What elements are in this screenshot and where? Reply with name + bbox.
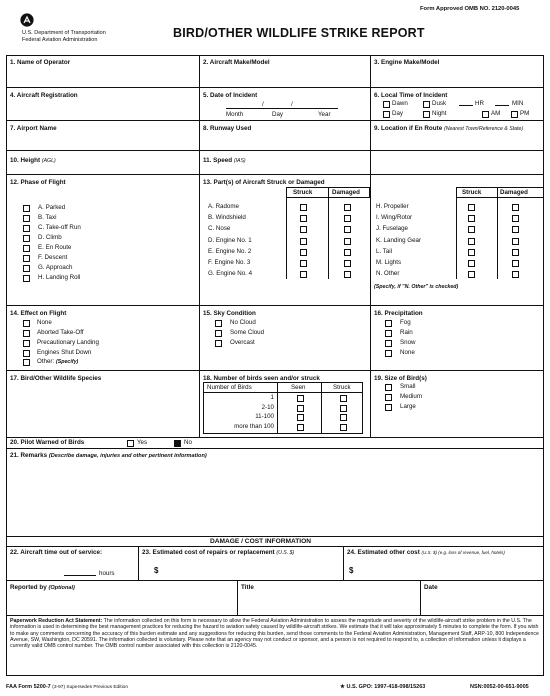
part-damaged-checkbox[interactable] xyxy=(344,204,351,211)
size-checkbox[interactable] xyxy=(385,384,392,391)
phase-option-label: D. Climb xyxy=(38,234,62,241)
effect-option-label: Aborted Take-Off xyxy=(37,329,84,336)
damaged-header: Damaged xyxy=(332,189,360,196)
sky-option-label: Overcast xyxy=(230,339,255,346)
precip-option-label: Snow xyxy=(400,339,416,346)
reported-by-input[interactable] xyxy=(10,594,234,612)
field-17-species-label: 17. Bird/Other Wildlife Species xyxy=(10,375,102,382)
warned-yes-checkbox[interactable] xyxy=(127,440,134,447)
part-label: H. Propeller xyxy=(376,203,409,210)
effect-other-label: Other: (Specify) xyxy=(37,358,79,365)
field-22-outofservice-label: 22. Aircraft time out of service: xyxy=(10,549,103,556)
title-label: Title xyxy=(241,584,254,591)
warned-no-checkbox[interactable] xyxy=(174,440,181,447)
part-struck-checkbox[interactable] xyxy=(468,226,475,233)
phase-checkbox[interactable] xyxy=(23,255,30,262)
part-damaged-checkbox[interactable] xyxy=(512,226,519,233)
seen-checkbox[interactable] xyxy=(297,395,304,402)
registration-input[interactable] xyxy=(10,101,196,118)
am-checkbox[interactable] xyxy=(482,111,489,118)
field-21-remarks-label: 21. Remarks (Describe damage, injuries and other pertinent information) xyxy=(10,452,207,459)
omb-number: Form Approved OMB NO. 2120-0045 xyxy=(420,6,520,12)
part-label: G. Engine No. 4 xyxy=(208,270,253,278)
sky-option-label: Some Cloud xyxy=(230,329,265,336)
field-7-airport-label: 7. Airport Name xyxy=(10,125,57,132)
sky-option-label: No Cloud xyxy=(230,319,256,326)
agency-subname: Federal Aviation Administration xyxy=(22,37,98,43)
field-18-birds-label: 18. Number of birds seen and/or struck xyxy=(203,375,320,382)
form-number: FAA Form 5200-7 (3-97) Supersedes Previous Edition xyxy=(6,684,128,690)
field-9-location-label: 9. Location if En Route (Nearest Town/Reference & State) xyxy=(374,125,524,132)
part-damaged-checkbox[interactable] xyxy=(344,215,351,222)
field-1-operator-label: 1. Name of Operator xyxy=(10,59,71,66)
seen-col-header: Seen xyxy=(291,384,306,391)
part-damaged-checkbox[interactable] xyxy=(344,226,351,233)
dawn-checkbox[interactable] xyxy=(383,101,390,108)
pm-label: PM xyxy=(520,110,530,117)
effect-option-label: None xyxy=(37,319,52,326)
phase-option-label: E. En Route xyxy=(38,244,72,251)
other-specify-note: (Specify, if "N. Other" is checked) xyxy=(374,284,459,290)
hours-label: hours xyxy=(99,570,115,577)
size-checkbox[interactable] xyxy=(385,404,392,411)
nsn-number: NSN:0052-00-651-9005 xyxy=(470,684,529,690)
part-damaged-checkbox[interactable] xyxy=(512,238,519,245)
gpo-number: ★ U.S. GPO: 1997-418-098/15263 xyxy=(340,684,426,690)
aircraft-make-input[interactable] xyxy=(203,68,367,85)
part-label: J. Fuselage xyxy=(376,225,408,233)
field-14-effect-label: 14. Effect on Flight xyxy=(10,310,67,317)
part-struck-checkbox[interactable] xyxy=(300,271,307,278)
effect-other-checkbox[interactable] xyxy=(23,359,30,366)
part-label: F. Engine No. 3 xyxy=(208,259,251,266)
bird-count-option: 2-10 xyxy=(261,403,274,411)
field-8-runway-label: 8. Runway Used xyxy=(203,125,252,132)
report-date-input[interactable] xyxy=(424,594,540,612)
runway-input[interactable] xyxy=(203,134,367,148)
dusk-label: Dusk xyxy=(432,100,447,107)
field-6-time-label: 6. Local Time of Incident xyxy=(374,92,448,99)
struck-checkbox[interactable] xyxy=(340,405,347,412)
seen-checkbox[interactable] xyxy=(297,424,304,431)
title-input[interactable] xyxy=(241,594,417,612)
phase-checkbox[interactable] xyxy=(23,215,30,222)
part-struck-checkbox[interactable] xyxy=(468,238,475,245)
dot-logo-icon xyxy=(20,13,34,27)
phase-option-label: H. Landing Roll xyxy=(38,274,81,281)
repair-cost-input[interactable] xyxy=(162,563,338,577)
paperwork-statement: Paperwork Reduction Act Statement: The information collected on this form is necessary to allow the Federal Aviation Administration to assess the magnitude and severity of the wildlife-aircraft strike problem in the U.S. The information is used in determining the best management practices for reducing the hazard to aviation safety caused by wildlife-aircraft strikes. We estimate that it will take approximately 5 minutes to complete the form. If you wish to make any comments concerning the accuracy of this burden estimate and any suggestions for reducing this burden, send those comments to the Federal Aviation Administration, Management Staff, ARP-10, 800 Independence Avenue, SW, Washington, DC 20591. The information collected is voluntary. Please note that an agency may not conduct or sponsor, and a person is not required to respond to, a collection of information unless it displays a currently valid OMB control number. The OMB control number associated with this collection is 2120-0045. xyxy=(10,618,539,650)
bird-count-option: 1 xyxy=(270,394,274,401)
sky-checkbox[interactable] xyxy=(215,320,222,327)
precip-checkbox[interactable] xyxy=(385,350,392,357)
phase-option-label: G. Approach xyxy=(38,264,73,271)
pm-checkbox[interactable] xyxy=(511,111,518,118)
effect-checkbox[interactable] xyxy=(23,330,30,337)
part-struck-checkbox[interactable] xyxy=(468,271,475,278)
part-struck-checkbox[interactable] xyxy=(468,260,475,267)
airport-input[interactable] xyxy=(10,134,196,148)
struck-checkbox[interactable] xyxy=(340,424,347,431)
part-damaged-checkbox[interactable] xyxy=(512,204,519,211)
part-damaged-checkbox[interactable] xyxy=(344,249,351,256)
effect-option-label: Engines Shut Down xyxy=(37,349,92,356)
day-label: Day xyxy=(392,110,404,117)
precip-option-label: Rain xyxy=(400,329,413,336)
damage-section-title: DAMAGE / COST INFORMATION xyxy=(210,538,311,545)
size-option-label: Large xyxy=(400,403,416,410)
precip-option-label: Fog xyxy=(400,319,411,326)
part-struck-checkbox[interactable] xyxy=(300,215,307,222)
part-struck-checkbox[interactable] xyxy=(300,260,307,267)
seen-checkbox[interactable] xyxy=(297,414,304,421)
struck-header: Struck xyxy=(293,189,313,196)
date-separator: / xyxy=(262,101,264,108)
part-label: N. Other xyxy=(376,270,400,278)
species-input[interactable] xyxy=(10,385,196,433)
part-label: K. Landing Gear xyxy=(376,236,422,244)
part-struck-checkbox[interactable] xyxy=(468,204,475,211)
field-19-size-label: 19. Size of Bird(s) xyxy=(374,375,427,382)
field-24-other-cost-label: 24. Estimated other cost (U.S. $) (e.g. loss of revenue, fuel, hotels) xyxy=(347,549,505,556)
part-damaged-checkbox[interactable] xyxy=(512,215,519,222)
minute-label: MIN xyxy=(512,100,524,107)
speed-input[interactable] xyxy=(260,153,540,171)
part-damaged-checkbox[interactable] xyxy=(512,249,519,256)
effect-checkbox[interactable] xyxy=(23,350,30,357)
day-checkbox[interactable] xyxy=(383,111,390,118)
field-10-height-label: 10. Height (AGL) xyxy=(10,157,56,164)
size-option-label: Medium xyxy=(400,393,423,400)
other-cost-input[interactable] xyxy=(357,563,540,577)
date-day-label: Day xyxy=(272,111,284,118)
part-struck-checkbox[interactable] xyxy=(300,249,307,256)
phase-checkbox[interactable] xyxy=(23,245,30,252)
field-2-aircraft-label: 2. Aircraft Make/Model xyxy=(203,59,270,66)
effect-checkbox[interactable] xyxy=(23,320,30,327)
part-struck-checkbox[interactable] xyxy=(468,215,475,222)
struck-header: Struck xyxy=(462,189,482,196)
am-label: AM xyxy=(491,110,501,117)
field-20-warned-label: 20. Pilot Warned of Birds xyxy=(10,439,85,446)
sky-checkbox[interactable] xyxy=(215,330,222,337)
precip-checkbox[interactable] xyxy=(385,340,392,347)
remarks-textarea[interactable] xyxy=(10,462,540,532)
seen-checkbox[interactable] xyxy=(297,405,304,412)
part-damaged-checkbox[interactable] xyxy=(512,271,519,278)
part-label: M. Lights xyxy=(376,259,402,266)
part-damaged-checkbox[interactable] xyxy=(344,238,351,245)
field-4-registration-label: 4. Aircraft Registration xyxy=(10,92,78,99)
part-struck-checkbox[interactable] xyxy=(468,249,475,256)
field-5-date-label: 5. Date of Incident xyxy=(203,92,258,99)
part-struck-checkbox[interactable] xyxy=(300,238,307,245)
hour-label: HR xyxy=(475,100,484,107)
size-checkbox[interactable] xyxy=(385,394,392,401)
field-3-engine-label: 3. Engine Make/Model xyxy=(374,59,440,66)
date-month-label: Month xyxy=(226,111,244,118)
part-struck-checkbox[interactable] xyxy=(300,226,307,233)
part-struck-checkbox[interactable] xyxy=(300,204,307,211)
phase-checkbox[interactable] xyxy=(23,235,30,242)
part-label: L. Tail xyxy=(376,247,393,255)
night-checkbox[interactable] xyxy=(423,111,430,118)
struck-checkbox[interactable] xyxy=(340,395,347,402)
bird-count-option: 11-100 xyxy=(255,413,274,421)
struck-checkbox[interactable] xyxy=(340,414,347,421)
other-dollar-sign: $ xyxy=(349,566,354,575)
night-label: Night xyxy=(432,110,447,117)
part-label: I. Wing/Rotor xyxy=(376,214,413,222)
field-13-parts-label: 13. Part(s) of Aircraft Struck or Damaged xyxy=(203,179,325,186)
hours-input[interactable] xyxy=(64,565,96,575)
precip-checkbox[interactable] xyxy=(385,320,392,327)
form-frame xyxy=(6,55,544,676)
agency-name: U.S. Department of Transportation xyxy=(22,30,106,36)
phase-checkbox[interactable] xyxy=(23,275,30,282)
field-11-speed-label: 11. Speed (IAS) xyxy=(203,157,246,164)
date-year-label: Year xyxy=(318,111,331,118)
part-label: B. Windshield xyxy=(208,214,246,222)
bird-count-col-header: Number of Birds xyxy=(207,384,252,391)
part-label: D. Engine No. 1 xyxy=(208,236,252,244)
part-label: C. Nose xyxy=(208,225,231,233)
field-23-repair-cost-label: 23. Estimated cost of repairs or replacement (U.S. $) xyxy=(142,549,295,556)
phase-checkbox[interactable] xyxy=(23,265,30,272)
damaged-header: Damaged xyxy=(500,189,528,196)
phase-checkbox[interactable] xyxy=(23,225,30,232)
warned-no-label: No xyxy=(184,439,192,446)
field-12-phase-label: 12. Phase of Flight xyxy=(10,179,66,186)
dusk-checkbox[interactable] xyxy=(423,101,430,108)
phase-option-label: F. Descent xyxy=(38,254,68,261)
form-title: BIRD/OTHER WILDLIFE STRIKE REPORT xyxy=(173,26,425,40)
field-15-sky-label: 15. Sky Condition xyxy=(203,310,256,317)
sky-checkbox[interactable] xyxy=(215,340,222,347)
part-damaged-checkbox[interactable] xyxy=(344,271,351,278)
date-separator: / xyxy=(291,101,293,108)
warned-yes-label: Yes xyxy=(137,439,148,446)
effect-checkbox[interactable] xyxy=(23,340,30,347)
part-label: A. Radome xyxy=(208,203,239,210)
height-input[interactable] xyxy=(80,153,196,171)
part-label: E. Engine No. 2 xyxy=(208,247,252,255)
phase-option-label: B. Taxi xyxy=(38,214,57,221)
phase-option-label: A. Parked xyxy=(38,204,66,211)
location-input[interactable] xyxy=(374,134,540,148)
phase-checkbox[interactable] xyxy=(23,205,30,212)
size-option-label: Small xyxy=(400,383,416,390)
struck-col-header: Struck xyxy=(333,384,351,391)
precip-checkbox[interactable] xyxy=(385,330,392,337)
operator-input[interactable] xyxy=(10,68,196,85)
dawn-label: Dawn xyxy=(392,100,408,107)
bird-count-option: more than 100 xyxy=(234,422,274,430)
part-damaged-checkbox[interactable] xyxy=(512,260,519,267)
phase-option-label: C. Take-off Run xyxy=(38,224,81,231)
effect-option-label: Precautionary Landing xyxy=(37,339,99,346)
date-label: Date xyxy=(424,584,438,591)
reported-by-label: Reported by (Optional) xyxy=(10,584,75,591)
field-16-precip-label: 16. Precipitation xyxy=(374,310,423,317)
part-damaged-checkbox[interactable] xyxy=(344,260,351,267)
precip-option-label: None xyxy=(400,349,415,356)
engine-make-input[interactable] xyxy=(374,68,540,85)
repair-dollar-sign: $ xyxy=(154,566,159,575)
